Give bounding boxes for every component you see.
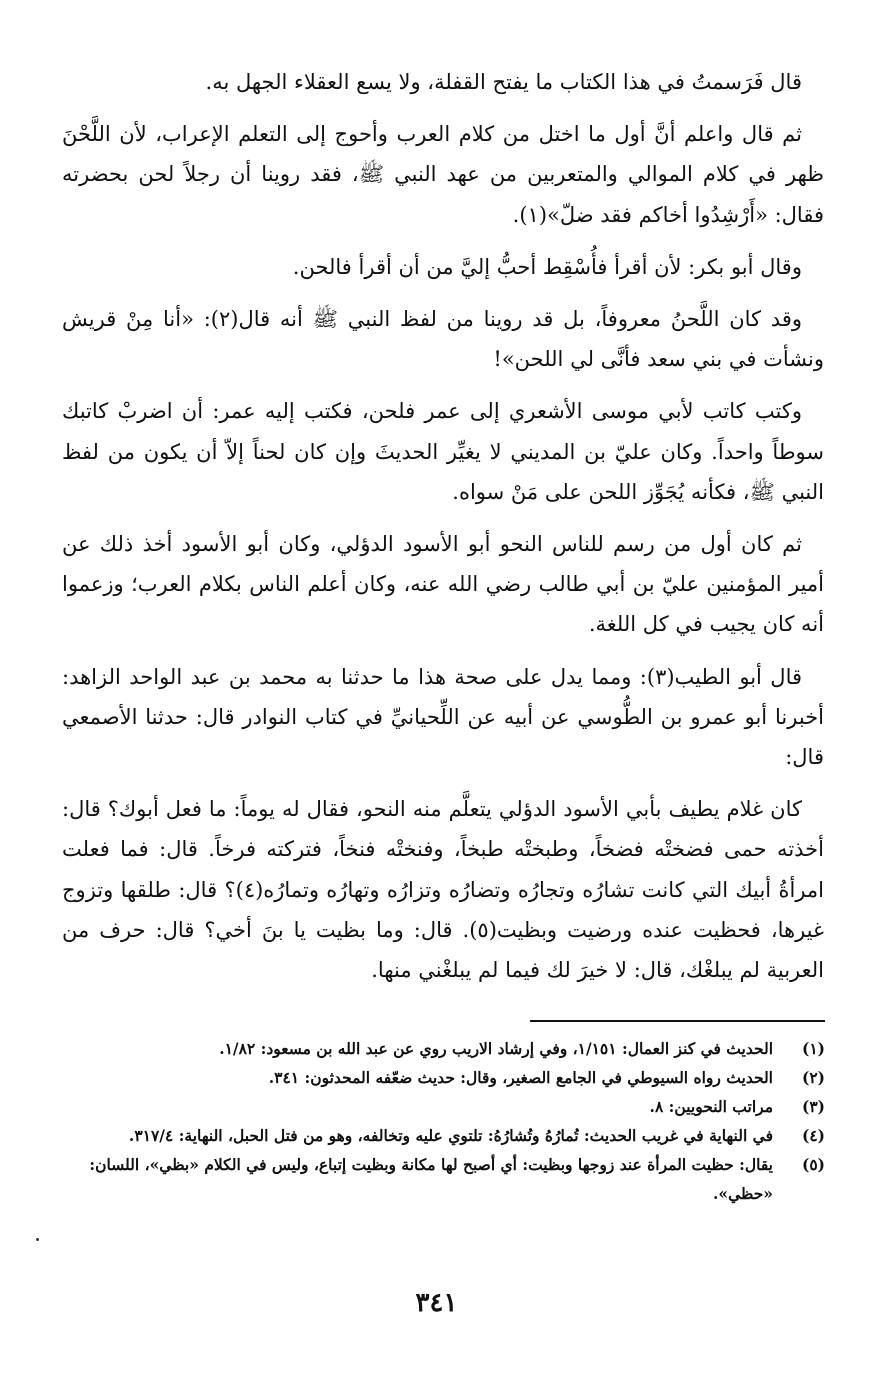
- paragraph: قال أبو الطيب(٣): ومما يدل على صحة هذا ما حدثنا به محمد بن عبد الواحد الزاهد: أخبرنا أبو عمرو بن الطُّوسي عن أبيه عن اللِّحيانيِّ في كتاب النوادر قال: حدثنا الأصمعي قال:: [62, 664, 824, 770]
- scan-speck: [36, 1238, 39, 1241]
- paragraph: كان غلام يطيف بأبي الأسود الدؤلي يتعلَّم منه النحو، فقال له يوماً: ما فعل أبوك؟ قال: أخذته حمى فضختْه فضخاً، وطبختْه طبخاً، وفنختْه فنخاً، فتركته فرخاً. قال: فما فعلت امرأةُ أبيك التي كانت تشارُه وتجارُه وتضارُه وتزارُه وتهارُه وتمارُه(٤)؟ قال: طلقها وتزوج غيرها، فحظيت عنده ورضيت وبظيت(٥). قال: وما بظيت يا بنَ أخي؟ قال: حرف من العربية لم يبلغْك، قال: لا خيرَ لك فيما لم يبلغْني منها.: [62, 797, 824, 983]
- footnote: [55, 1121, 825, 1150]
- footnote-text: في النهاية في غريب الحديث: تُمارُهُ وتُشارُهُ: تلتوي عليه وتخالفه، وهو من فتل الحبل، النهاية: ٣١٧/٤.: [128, 1126, 773, 1145]
- footnote: [55, 1092, 825, 1121]
- footnote: [55, 1034, 825, 1063]
- paragraph: ثم قال واعلم أنَّ أول ما اختل من كلام العرب وأحوج إلى التعلم الإعراب، لأن اللَّحْنَ ظهر في كلام الموالي والمتعربين من عهد النبي ﷺ، فقد روينا أن رجلاً لحن بحضرته فقال: «أَرْشِدُوا أخاكم فقد ضلّ»(١).: [62, 122, 824, 227]
- footnote-number: (٤): [801, 1126, 825, 1145]
- footnote-number: (٢): [801, 1068, 825, 1087]
- paragraph: وكتب كاتب لأبي موسى الأشعري إلى عمر فلحن، فكتب إليه عمر: أن اضربْ كاتبك سوطاً واحداً. وكان عليّ بن المديني لا يغيِّر الحديثَ وإن كان لحناً إلاّ أن يكون من لفظ النبي ﷺ، فكأنه يُجَوِّز اللحن على مَنْ سواه.: [62, 399, 824, 504]
- footnote-separator: [530, 1020, 825, 1022]
- footnote-number: (١): [801, 1039, 825, 1058]
- footnote-text: يقال: حظيت المرأة عند زوجها وبظيت: أي أصبح لها مكانة وبظيت إتباع، وليس في الكلام «بظي»، اللسان: «حظي».: [89, 1155, 773, 1203]
- footnote-text: الحديث في كنز العمال: ١/١٥١، وفي إرشاد الاريب روي عن عبد الله بن مسعود: ١/٨٢.: [219, 1039, 773, 1058]
- paragraph: وقد كان اللَّحنُ معروفاً، بل قد روينا من لفظ النبي ﷺ أنه قال(٢): «أنا مِنْ قريش ونشأت في بني سعد فأنَّى لي اللحن»!: [62, 307, 824, 372]
- footnote-number: (٥): [801, 1155, 825, 1174]
- footnotes: [55, 1034, 825, 1208]
- footnote: [55, 1063, 825, 1092]
- paragraph: ثم كان أول من رسم للناس النحو أبو الأسود الدؤلي، وكان أبو الأسود أخذ ذلك عن أمير المؤمنين عليّ بن أبي طالب رضي الله عنه، وكان أعلم الناس بكلام العرب؛ وزعموا أنه كان يجيب في كل اللغة.: [62, 532, 825, 637]
- footnote-number: (٣): [801, 1097, 825, 1116]
- main-text: [62, 62, 824, 1002]
- page-number: ٣٤١: [415, 1288, 458, 1318]
- footnote-text: مراتب النحويين: ٨.: [649, 1097, 773, 1116]
- paragraph: وقال أبو بكر: لأن أقرأ فأُسْقِط أحبُّ إليَّ من أن أقرأ فالحن.: [292, 254, 802, 279]
- footnote: [55, 1150, 825, 1208]
- paragraph: قال فَرَسمتُ في هذا الكتاب ما يفتح القفلة، ولا يسع العقلاء الجهل به.: [205, 70, 802, 94]
- footnote-text: الحديث رواه السيوطي في الجامع الصغير، وقال: حديث ضعّفه المحدثون: ٣٤١.: [268, 1068, 773, 1087]
